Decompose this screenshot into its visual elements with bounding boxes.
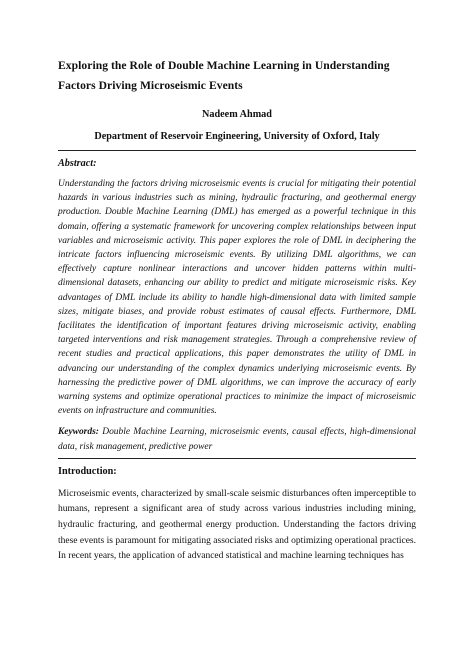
introduction-heading: Introduction: bbox=[58, 465, 117, 477]
keywords-label: Keywords: bbox=[58, 427, 99, 438]
keywords-text: Double Machine Learning, microseismic events, causal effects, high-dimensional data, risk management, predictive power bbox=[58, 427, 416, 452]
author-affiliation: Department of Reservoir Engineering, University of Oxford, Italy bbox=[94, 131, 380, 142]
paper-title: Exploring the Role of Double Machine Learning in Understanding Factors Driving Microseismic Events bbox=[58, 59, 390, 92]
abstract-heading: Abstract: bbox=[58, 158, 97, 169]
keywords-paragraph bbox=[58, 425, 416, 453]
author-name: Nadeem Ahmad bbox=[202, 109, 272, 120]
abstract-text: Understanding the factors driving microseismic events is crucial for mitigating their potential hazards in various industries such as mining, hydraulic fracturing, and geothermal energy production. Double Machine Learning (DML) has emerged as a powerful technique in this domain, offering a systematic framework for uncovering complex relationships between input variables and microseismic activity. This paper explores the role of DML in deciphering the intricate factors influencing microseismic events. By utilizing DML algorithms, we can effectively capture nonlinear interactions and uncover hidden patterns within multi-dimensional datasets, enhancing our ability to predict and mitigate microseismic risks. Key advantages of DML include its ability to handle high-dimensional data with limited sample sizes, mitigate biases, and provide robust estimates of causal effects. Furthermore, DML facilitates the identification of important features driving microseismic activity, enabling targeted interventions and risk management strategies. Through a comprehensive review of recent studies and practical applications, this paper demonstrates the utility of DML in advancing our understanding of the complex dynamics underlying microseismic events. By harnessing the predictive power of DML algorithms, we can improve the accuracy of early warning systems and optimize operational practices to minimize the impact of microseismic events on infrastructure and communities. bbox=[58, 179, 416, 417]
keywords-divider bbox=[58, 458, 416, 459]
introduction-text: Microseismic events, characterized by small-scale seismic disturbances often imperceptible to humans, represent a significant area of study across various industries including mining, hydraulic fracturing, and geothermal energy production. Understanding the factors driving these events is paramount for mitigating associated risks and optimizing operational practices. In recent years, the application of advanced statistical and machine learning techniques has bbox=[58, 488, 416, 562]
header-divider bbox=[58, 150, 416, 151]
